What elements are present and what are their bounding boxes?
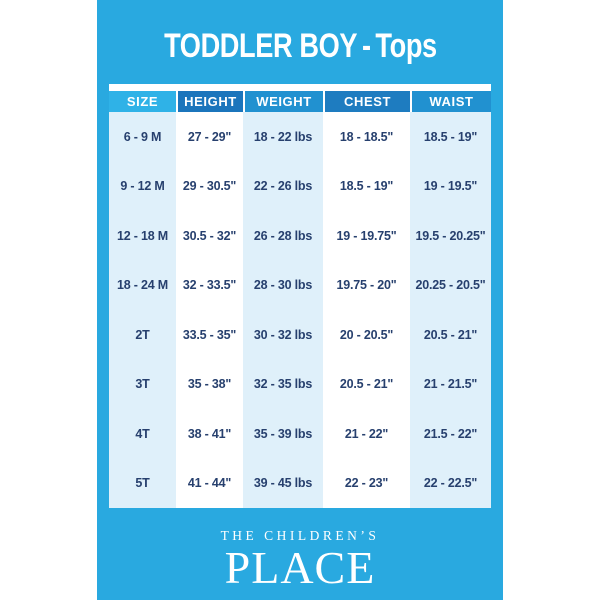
table-cell: 35 - 39 lbs [243,409,323,459]
column-header-chest: CHEST [323,91,410,112]
table-cell: 18 - 18.5" [323,112,410,162]
table-row [109,459,491,509]
table-cell: 22 - 26 lbs [243,162,323,212]
table-row [109,360,491,410]
table-cell: 19.75 - 20" [323,261,410,311]
table-cell: 18 - 22 lbs [243,112,323,162]
table-header-row [109,91,491,112]
table-cell: 35 - 38" [176,360,243,410]
table-cell: 26 - 28 lbs [243,211,323,261]
table-cell: 33.5 - 35" [176,310,243,360]
column-header-waist: WAIST [410,91,491,112]
brand-logo [97,512,503,592]
table-cell: 28 - 30 lbs [243,261,323,311]
title-separator: - [361,27,371,65]
table-cell: 19.5 - 20.25" [410,211,491,261]
table-cell: 12 - 18 M [109,211,176,261]
table-row [109,261,491,311]
page-title [97,20,503,72]
table-cell: 4T [109,409,176,459]
table-row [109,112,491,162]
table-cell: 41 - 44" [176,459,243,509]
table-cell: 19 - 19.75" [323,211,410,261]
table-cell: 29 - 30.5" [176,162,243,212]
size-table [109,84,491,508]
table-cell: 27 - 29" [176,112,243,162]
table-body [109,112,491,508]
size-chart-card [97,0,503,600]
table-cell: 32 - 35 lbs [243,360,323,410]
table-cell: 6 - 9 M [109,112,176,162]
column-header-height: HEIGHT [176,91,243,112]
table-row [109,162,491,212]
table-cell: 18.5 - 19" [410,112,491,162]
table-row [109,211,491,261]
table-cell: 20.5 - 21" [410,310,491,360]
table-cell: 20.25 - 20.5" [410,261,491,311]
table-cell: 5T [109,459,176,509]
table-cell: 38 - 41" [176,409,243,459]
table-cell: 20 - 20.5" [323,310,410,360]
column-header-size: SIZE [109,91,176,112]
title-category: TODDLER BOY [163,27,357,65]
table-cell: 21.5 - 22" [410,409,491,459]
table-row [109,409,491,459]
table-cell: 39 - 45 lbs [243,459,323,509]
brand-name-bottom: PLACE [224,542,376,593]
table-cell: 21 - 21.5" [410,360,491,410]
table-cell: 22 - 23" [323,459,410,509]
title-subcategory: Tops [374,27,437,65]
table-cell: 3T [109,360,176,410]
table-cell: 18.5 - 19" [323,162,410,212]
brand-name-top: THE CHILDREN’S [220,528,380,543]
table-cell: 19 - 19.5" [410,162,491,212]
page-title-text [164,20,437,72]
table-cell: 30 - 32 lbs [243,310,323,360]
table-cell: 20.5 - 21" [323,360,410,410]
table-cell: 9 - 12 M [109,162,176,212]
table-cell: 18 - 24 M [109,261,176,311]
table-cell: 2T [109,310,176,360]
table-row [109,310,491,360]
table-cell: 22 - 22.5" [410,459,491,509]
table-cell: 30.5 - 32" [176,211,243,261]
column-header-weight: WEIGHT [243,91,323,112]
table-cell: 32 - 33.5" [176,261,243,311]
table-cell: 21 - 22" [323,409,410,459]
